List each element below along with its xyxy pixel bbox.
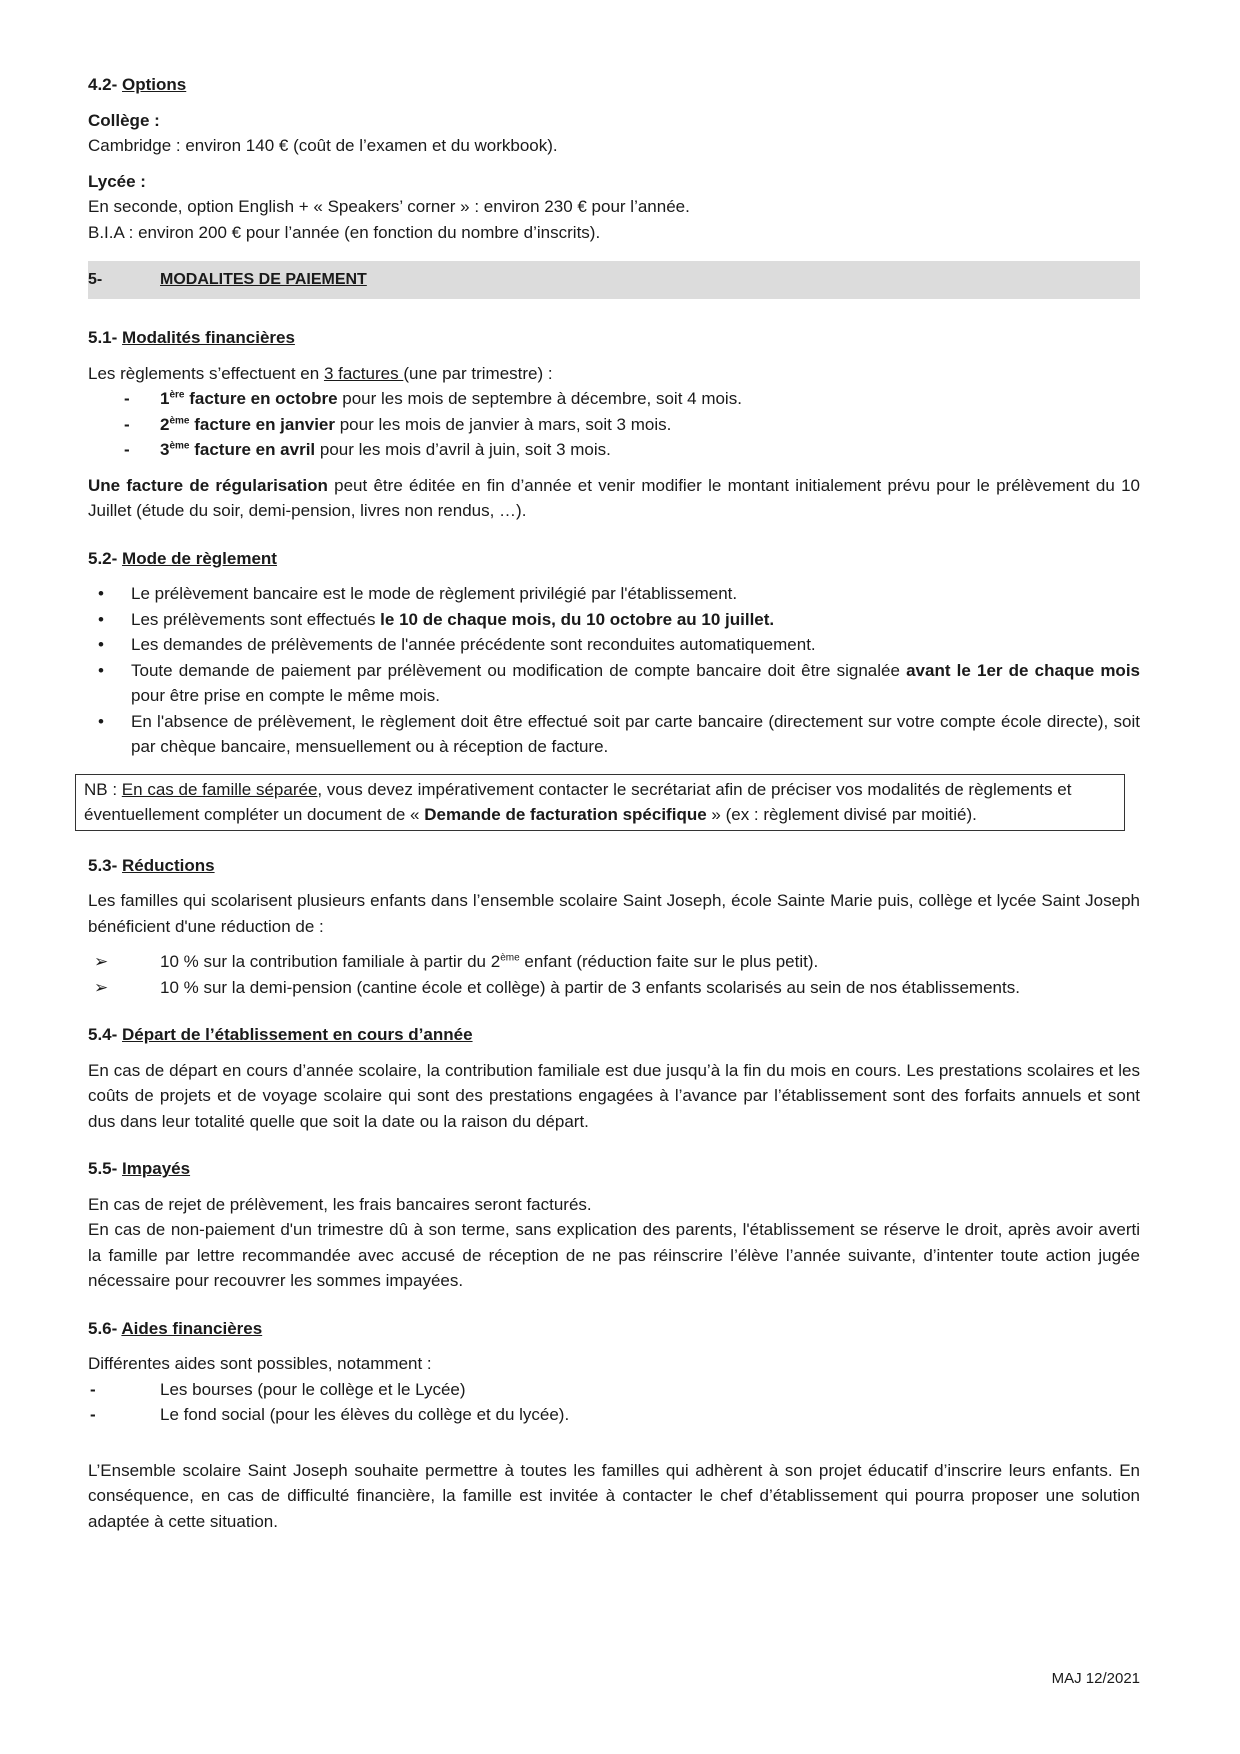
bullet-text-end: pour être prise en compte le même mois. <box>131 686 440 705</box>
section-5-2-heading <box>88 546 1140 572</box>
lycee-label: Lycée : <box>88 171 146 191</box>
invoices-intro <box>88 361 1140 387</box>
list-item <box>88 607 1140 633</box>
reduction-text: 10 % sur la demi-pension (cantine école et collège) à partir de 3 enfants scolarisés au sein de nos établissements. <box>160 977 1020 997</box>
aid-text: Le fond social (pour les élèves du collège et du lycée). <box>160 1405 570 1424</box>
aids-list <box>88 1377 1140 1428</box>
dash-marker: - <box>90 1405 96 1424</box>
invoice-rest: pour les mois d’avril à juin, soit 3 mois. <box>315 440 611 459</box>
intro-text-end: (une par trimestre) : <box>403 363 553 383</box>
bullet-text: Les demandes de prélèvements de l'année précédente sont reconduites automatiquement. <box>131 635 816 654</box>
arrow-icon: ➢ <box>94 952 109 971</box>
intro-text: Les règlements s’effectuent en <box>88 363 324 383</box>
bullet-marker: • <box>98 609 104 629</box>
list-item <box>88 949 1140 975</box>
regularisation-text: peut être éditée en fin d’année et venir modifier le montant initialement prévu pour le prélèvement du 10 Juillet (étude du soir, demi-pension, livres non rendus, …). <box>88 475 1140 520</box>
heading-title: Réductions <box>122 855 215 875</box>
closing-paragraph: L’Ensemble scolaire Saint Joseph souhaite permettre à toutes les familles qui adhèrent à son projet éducatif d’inscrire leurs enfants. En conséquence, en cas de difficulté financière, la famille est invitée à contacter le chef d’établissement qui pourra proposer une solution adaptée à cette situation. <box>88 1460 1140 1531</box>
invoice-bold: facture en janvier <box>189 414 335 434</box>
reduction-text-end: enfant (réduction faite sur le plus petit). <box>519 952 819 971</box>
invoice-list <box>88 386 1140 463</box>
heading-number: 5.1- <box>88 328 123 347</box>
bullet-marker: • <box>98 660 104 680</box>
section-5-title: MODALITES DE PAIEMENT <box>160 271 367 288</box>
bullet-marker: • <box>98 584 104 603</box>
college-text: Cambridge : environ 140 € (coût de l’examen et du workbook). <box>88 136 558 155</box>
invoice-rest: pour les mois de septembre à décembre, soit 4 mois. <box>337 389 742 408</box>
dash-marker: - <box>124 389 130 408</box>
bullet-bold: avant le 1er de chaque mois <box>906 660 1140 680</box>
nb-box <box>75 774 1125 831</box>
bullet-text: En l'absence de prélèvement, le règlement doit être effectué soit par carte bancaire (directement sur votre compte école directe), soit par chèque bancaire, mensuellement ou à réception de facture. <box>131 711 1140 756</box>
reductions-list <box>88 949 1140 1000</box>
list-item <box>88 632 1140 658</box>
nb-text: , vous devez impérativement contacter le secrétariat afin de préciser vos modalités de règlements et éventuellement compléter un document de « <box>84 779 1072 824</box>
invoice-number: 1 <box>160 389 170 408</box>
heading-number: 5.4- <box>88 1025 123 1044</box>
nb-bold: Demande de facturation spécifique <box>424 805 707 824</box>
heading-title: Aides financières <box>121 1318 263 1338</box>
invoice-bold: facture en avril <box>189 440 316 459</box>
list-item <box>88 1377 1140 1403</box>
payment-mode-list <box>88 581 1140 760</box>
heading-number: 5.6- <box>88 1318 122 1338</box>
reductions-intro: Les familles qui scolarisent plusieurs enfants dans l’ensemble scolaire Saint Joseph, école Sainte Marie puis, collège et lycée Saint Joseph bénéficient d'une réduction de : <box>88 891 1140 936</box>
unpaid-line-2: En cas de non-paiement d'un trimestre dû à son terme, sans explication des parents, l'établissement se réserve le droit, après avoir averti la famille par lettre recommandée avec accusé de réception de ne pas réinscrire l’élève l’année suivante, d’intenter toute action jugée nécessaire pour recouvrer les sommes impayées. <box>88 1220 1140 1290</box>
section-5-1-heading <box>88 325 1140 351</box>
heading-number: 4.2- <box>88 75 123 94</box>
ordinal-sup: ème <box>500 952 520 964</box>
document-page <box>84 72 1140 1534</box>
invoice-number: 3 <box>160 440 170 459</box>
section-5-6-heading <box>88 1316 1140 1342</box>
nb-label: NB : <box>84 779 122 799</box>
heading-title: Options <box>122 75 187 94</box>
section-5-3-heading <box>88 853 1140 879</box>
heading-title: Impayés <box>122 1159 191 1178</box>
heading-number: 5.5- <box>88 1159 123 1178</box>
nb-underlined: En cas de famille séparée <box>121 779 318 799</box>
dash-marker: - <box>124 414 130 434</box>
departure-paragraph: En cas de départ en cours d’année scolaire, la contribution familiale est due jusqu’à la fin du mois en cours. Les prestations scolaires et les coûts de projets et de voyage scolaire qui sont des prestations engagées à l’avance par l’établissement sont des forfaits annuels et sont dus dans leur totalité quelle que soit la date ou la raison du départ. <box>88 1060 1140 1131</box>
heading-title: Mode de règlement <box>122 548 277 568</box>
lycee-line-2: B.I.A : environ 200 € pour l’année (en fonction du nombre d’inscrits). <box>88 222 601 242</box>
list-item <box>88 437 1140 463</box>
bullet-marker: • <box>98 635 104 654</box>
aid-text: Les bourses (pour le collège et le Lycée) <box>160 1379 466 1399</box>
bullet-bold: le 10 de chaque mois, du 10 octobre au 10 juillet. <box>380 609 775 629</box>
unpaid-line-1: En cas de rejet de prélèvement, les frais bancaires seront facturés. <box>88 1194 592 1214</box>
ordinal-sup: ème <box>169 440 190 452</box>
intro-underlined: 3 factures <box>323 363 404 383</box>
section-4-2-heading <box>88 72 1140 98</box>
list-item <box>88 975 1140 1001</box>
ordinal-sup: ère <box>169 389 185 401</box>
invoice-rest: pour les mois de janvier à mars, soit 3 mois. <box>335 414 672 434</box>
nb-text-end: » (ex : règlement divisé par moitié). <box>706 805 977 824</box>
aids-intro: Différentes aides sont possibles, notamment : <box>88 1354 432 1373</box>
footer-update-date: MAJ 12/2021 <box>1051 1670 1140 1687</box>
dash-marker: - <box>90 1379 96 1399</box>
list-item <box>88 581 1140 607</box>
regularisation-bold: Une facture de régularisation <box>88 475 328 495</box>
reduction-text: 10 % sur la contribution familiale à partir du 2 <box>160 952 501 971</box>
bullet-text: Les prélèvements sont effectués <box>131 609 381 629</box>
regularisation-paragraph <box>88 473 1140 524</box>
dash-marker: - <box>124 440 130 459</box>
lycee-line-1: En seconde, option English + « Speakers’ corner » : environ 230 € pour l’année. <box>88 197 690 216</box>
heading-title: Modalités financières <box>122 328 295 347</box>
list-item <box>88 412 1140 438</box>
heading-number: 5.3- <box>88 855 123 875</box>
section-5-bar <box>88 261 1140 299</box>
ordinal-sup: ème <box>169 414 190 426</box>
bullet-text: Le prélèvement bancaire est le mode de règlement privilégié par l'établissement. <box>131 584 738 603</box>
invoice-bold: facture en octobre <box>184 389 338 408</box>
invoice-number: 2 <box>160 414 170 434</box>
section-5-5-heading <box>88 1156 1140 1182</box>
heading-title: Départ de l’établissement en cours d’année <box>122 1025 473 1044</box>
arrow-icon: ➢ <box>94 977 109 997</box>
list-item <box>88 386 1140 412</box>
bullet-marker: • <box>98 711 104 731</box>
section-5-4-heading <box>88 1022 1140 1048</box>
list-item <box>88 1402 1140 1428</box>
section-5-number: 5- <box>88 271 103 288</box>
list-item <box>88 658 1140 709</box>
bullet-text: Toute demande de paiement par prélèvement ou modification de compte bancaire doit être signalée <box>131 660 907 680</box>
heading-number: 5.2- <box>88 548 123 568</box>
list-item <box>88 709 1140 760</box>
college-label: Collège : <box>88 110 160 130</box>
